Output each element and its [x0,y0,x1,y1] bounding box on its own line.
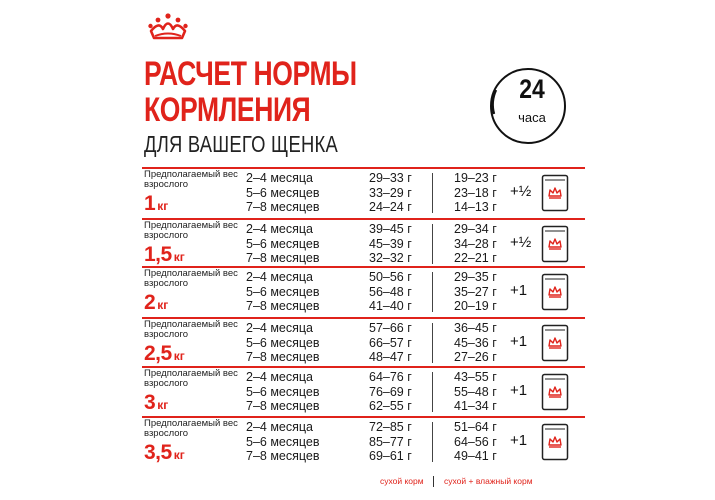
adult-weight [144,342,185,366]
estimated-weight-label: Предполагаемый вес взрослого [144,220,238,241]
feeding-row [246,200,516,215]
dry-food-amount: 85–77 г [369,434,412,449]
pouch-portion: +½ [510,183,532,200]
estimated-weight-label: Предполагаемый вес взрослого [144,319,238,340]
dry-food-amount: 66–57 г [369,335,412,350]
mixed-food-amount: 14–13 г [454,200,497,214]
badge-number: 24 [519,74,545,104]
dry-food-amount: 45–39 г [369,236,412,251]
feeding-row [246,270,516,285]
mixed-food-amount: 27–26 г [454,350,497,364]
dry-food-amount: 50–56 г [369,270,412,284]
age-range: 7–8 месяцев [246,200,320,214]
weight-unit: кг [173,448,185,462]
feeding-row [246,399,516,414]
mixed-food-amount: 29–35 г [454,270,497,284]
weight-value: 1 [144,192,156,215]
royal-crown-logo [147,12,189,42]
column-separator [432,224,433,264]
age-range: 2–4 месяца [246,420,314,434]
feeding-row [246,370,516,385]
mixed-food-amount: 51–64 г [454,420,497,434]
weight-value: 3 [144,391,156,414]
dry-food-amount: 56–48 г [369,284,412,299]
estimated-weight-label: Предполагаемый вес взрослого [144,169,238,190]
feeding-row [246,420,516,435]
column-separator [432,372,433,412]
dry-food-amount: 76–69 г [369,384,412,399]
weight-block-3-5 [142,416,585,466]
age-range: 2–4 месяца [246,171,314,185]
age-range: 2–4 месяца [246,370,314,384]
feeding-row [246,285,516,300]
page-subtitle: ДЛЯ ВАШЕГО ЩЕНКА [144,131,339,157]
feeding-row [246,449,516,464]
mixed-food-amount: 41–34 г [454,399,497,413]
wet-food-pouch-icon [541,373,569,411]
dry-food-amount: 62–55 г [369,399,412,413]
pouch-portion: +1 [510,333,528,350]
age-range: 7–8 месяцев [246,299,320,313]
weight-block-2 [142,266,585,316]
mixed-food-amount: 19–23 г [454,171,497,185]
feeding-row [246,385,516,400]
feeding-row [246,171,516,186]
dry-food-amount: 72–85 г [369,420,412,434]
mixed-food-amount: 49–41 г [454,449,497,463]
age-range: 2–4 месяца [246,270,314,284]
feeding-row [246,251,516,266]
feeding-row [246,435,516,450]
weight-unit: кг [157,199,169,213]
dry-food-amount: 57–66 г [369,321,412,335]
age-range: 7–8 месяцев [246,449,320,463]
column-separator [432,422,433,462]
pouch-portion: +1 [510,432,528,449]
age-range: 5–6 месяцев [246,434,320,449]
wet-food-pouch-icon [541,174,569,212]
page-title-line-1: РАСЧЕТ НОРМЫ [144,55,357,93]
mixed-food-amount: 34–28 г [454,236,497,251]
age-range: 7–8 месяцев [246,350,320,364]
weight-value: 3,5 [144,441,172,464]
age-range: 7–8 месяцев [246,251,320,265]
adult-weight [144,391,168,415]
weight-block-2-5 [142,317,585,367]
weight-unit: кг [157,398,169,412]
weight-value: 2,5 [144,342,172,365]
mixed-food-amount: 45–36 г [454,335,497,350]
dry-food-amount: 24–24 г [369,200,412,214]
pouch-portion: +1 [510,282,528,299]
mixed-food-amount: 29–34 г [454,222,497,236]
mixed-food-amount: 35–27 г [454,284,497,299]
wet-food-pouch-icon [541,225,569,263]
weight-unit: кг [157,298,169,312]
dry-food-amount: 64–76 г [369,370,412,384]
age-range: 5–6 месяцев [246,335,320,350]
mixed-food-amount: 43–55 г [454,370,497,384]
column-separator [432,323,433,363]
dry-food-amount: 29–33 г [369,171,412,185]
weight-block-1 [142,167,585,217]
legend-mixed-food: сухой + влажный корм [444,476,533,486]
feeding-row [246,336,516,351]
estimated-weight-label: Предполагаемый вес взрослого [144,268,238,289]
weight-value: 1,5 [144,243,172,266]
age-range: 5–6 месяцев [246,284,320,299]
adult-weight [144,441,185,465]
estimated-weight-label: Предполагаемый вес взрослого [144,418,238,439]
dry-food-amount: 33–29 г [369,185,412,200]
weight-unit: кг [173,349,185,363]
column-separator [432,272,433,312]
badge-unit: часа [518,110,546,125]
estimated-weight-label: Предполагаемый вес взрослого [144,368,238,389]
dry-food-amount: 69–61 г [369,449,412,463]
age-range: 5–6 месяцев [246,185,320,200]
weight-block-1-5 [142,218,585,268]
dry-food-amount: 32–32 г [369,251,412,265]
feeding-row [246,299,516,314]
page-title-line-2: КОРМЛЕНИЯ [144,91,311,129]
mixed-food-amount: 22–21 г [454,251,497,265]
dry-food-amount: 39–45 г [369,222,412,236]
adult-weight [144,192,168,216]
mixed-food-amount: 20–19 г [454,299,497,313]
pouch-portion: +½ [510,234,532,251]
wet-food-pouch-icon [541,324,569,362]
age-range: 5–6 месяцев [246,236,320,251]
age-range: 2–4 месяца [246,222,314,236]
legend-dry-food: сухой корм [380,476,424,486]
adult-weight [144,243,185,267]
mixed-food-amount: 55–48 г [454,384,497,399]
feeding-row [246,237,516,252]
wet-food-pouch-icon [541,423,569,461]
wet-food-pouch-icon [541,273,569,311]
feeding-row [246,350,516,365]
adult-weight [144,291,168,315]
feeding-row [246,222,516,237]
feeding-row [246,321,516,336]
mixed-food-amount: 36–45 г [454,321,497,335]
dry-food-amount: 41–40 г [369,299,412,313]
age-range: 7–8 месяцев [246,399,320,413]
legend-separator [433,476,434,487]
dry-food-amount: 48–47 г [369,350,412,364]
age-range: 2–4 месяца [246,321,314,335]
weight-value: 2 [144,291,156,314]
mixed-food-amount: 23–18 г [454,185,497,200]
column-separator [432,173,433,213]
weight-unit: кг [173,250,185,264]
mixed-food-amount: 64–56 г [454,434,497,449]
feeding-row [246,186,516,201]
pouch-portion: +1 [510,382,528,399]
age-range: 5–6 месяцев [246,384,320,399]
weight-block-3 [142,366,585,416]
